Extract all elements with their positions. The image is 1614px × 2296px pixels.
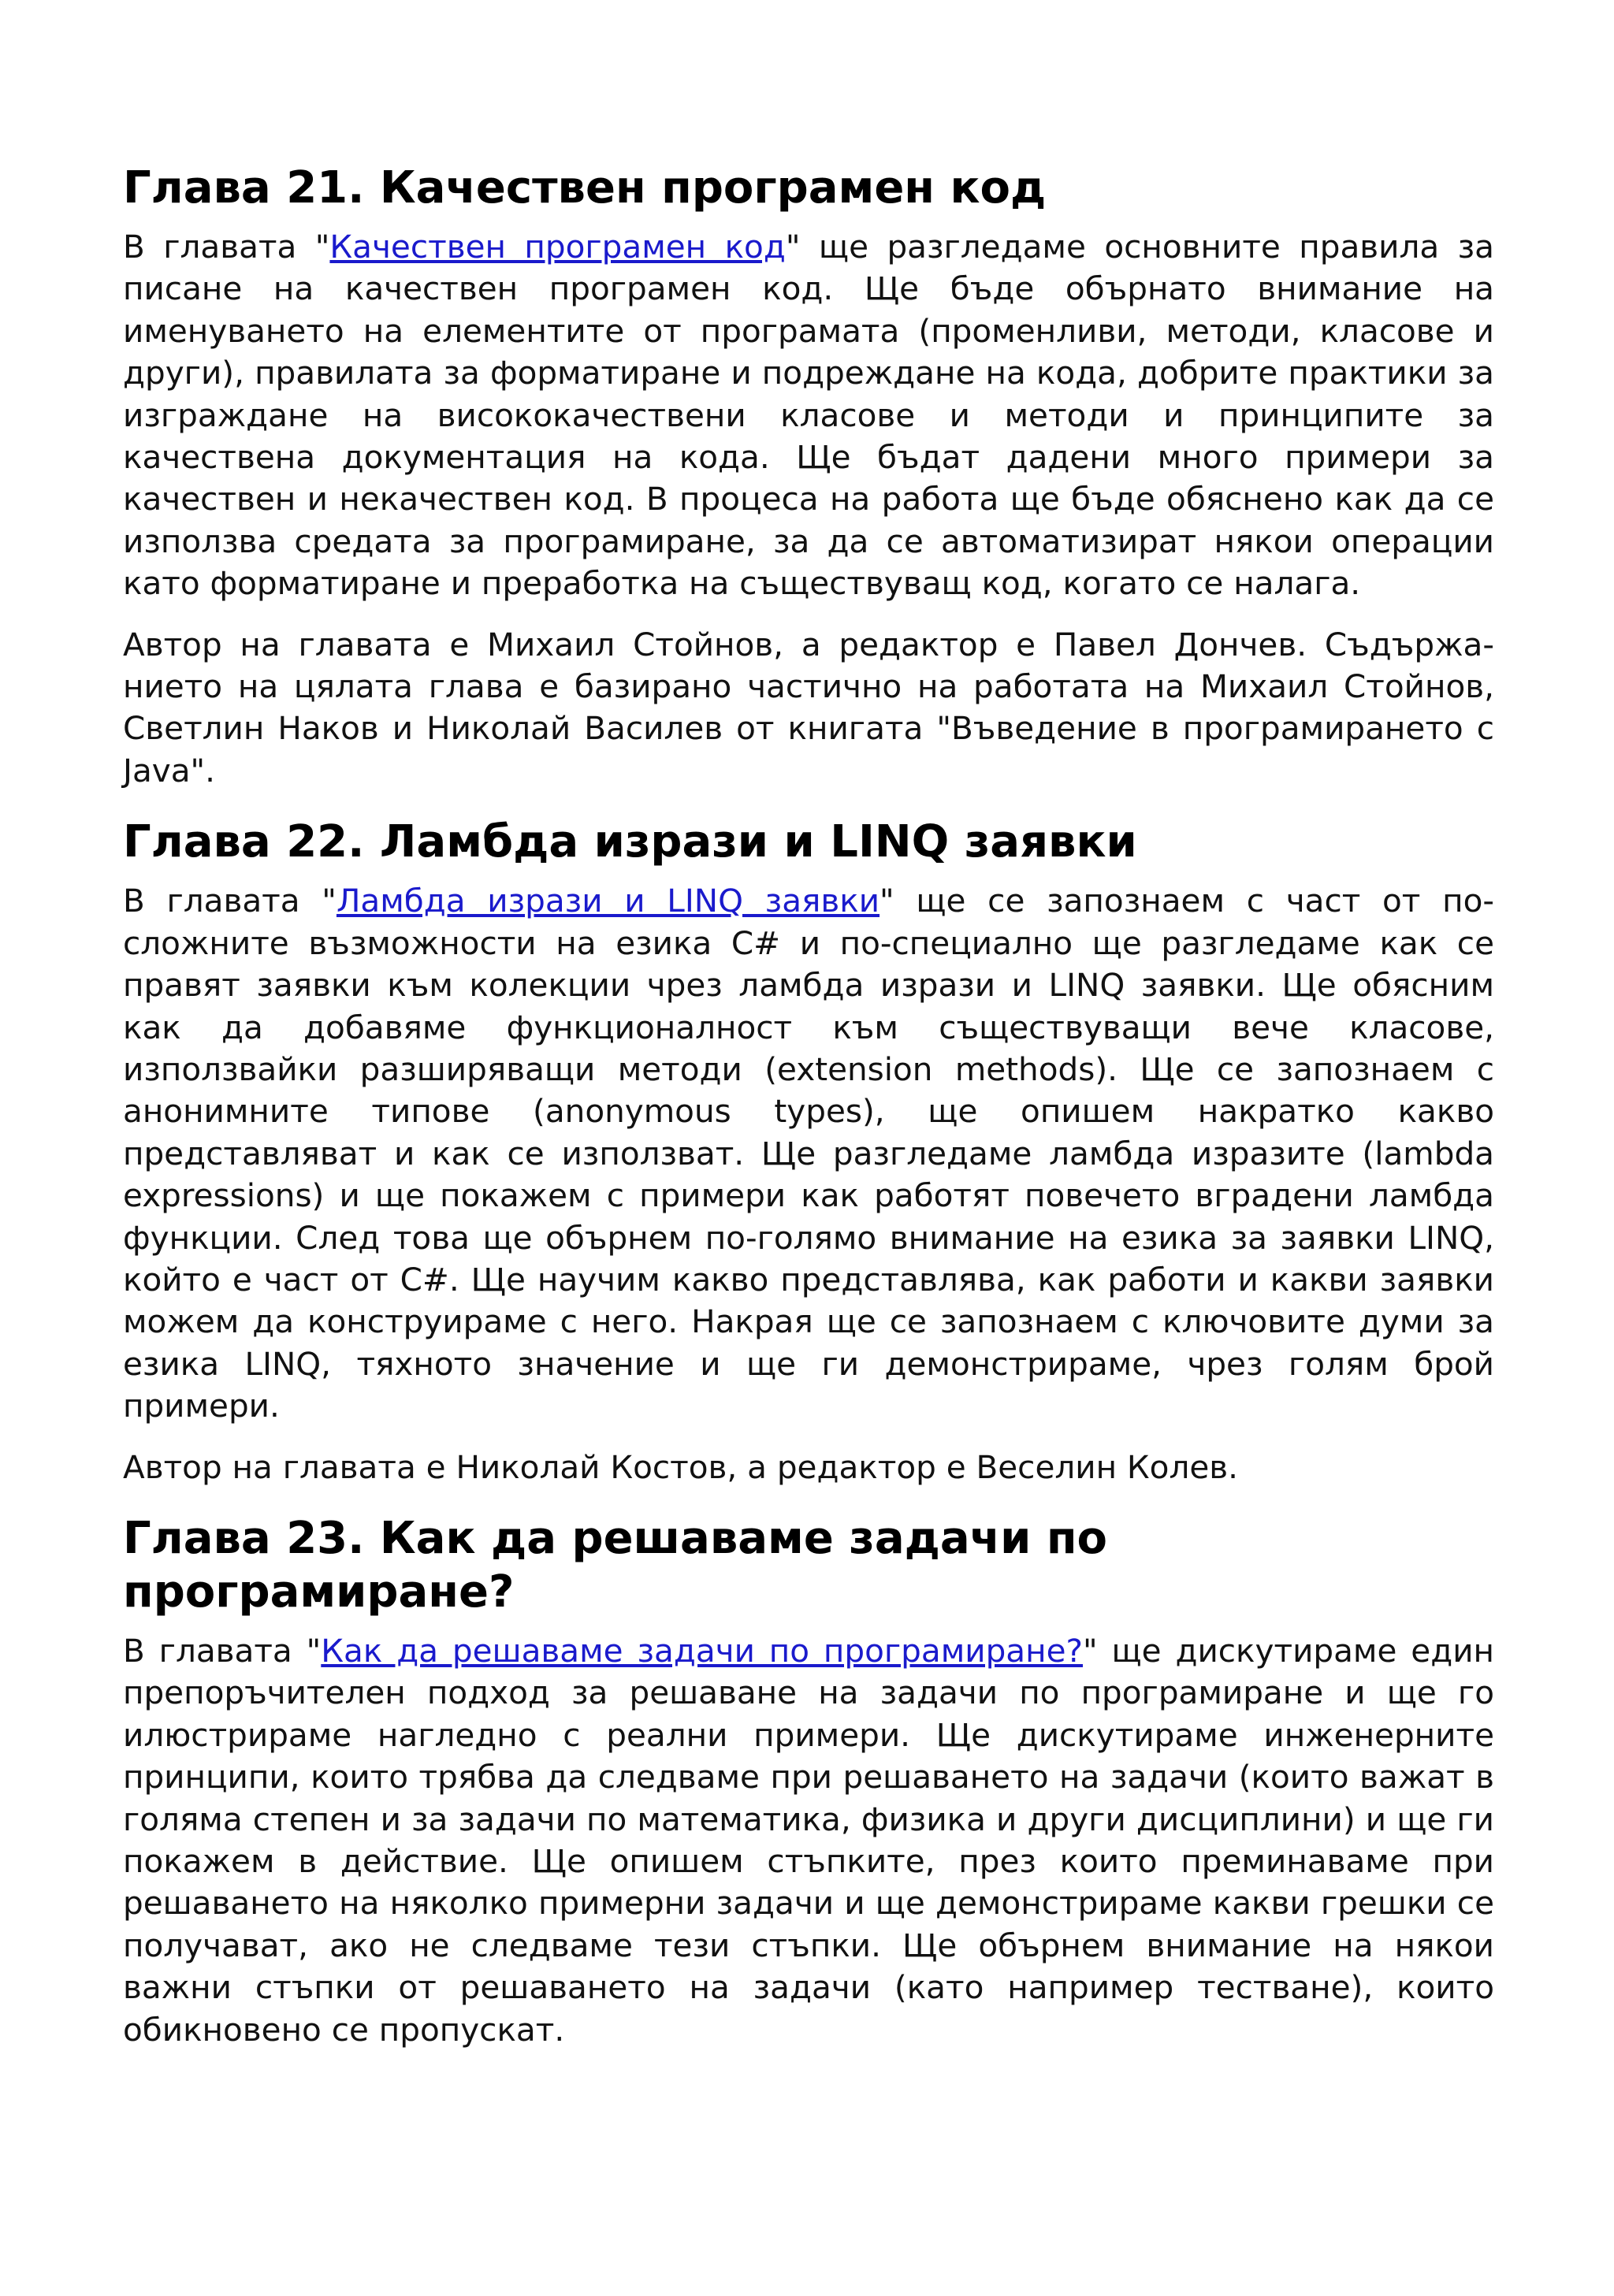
chapter-21-intro-prefix: В главата " [123, 228, 330, 266]
chapter-22-section [123, 815, 1494, 1488]
chapter-22-heading: Глава 22. Ламбда изрази и LINQ заявки [123, 816, 1137, 868]
chapter-21-link[interactable]: Качествен програмен код [329, 228, 786, 266]
document-page [123, 162, 1494, 2075]
chapter-22-summary [123, 880, 1494, 1427]
chapter-23-heading: Глава 23. Как да решаваме задачи по програмиране? [123, 1512, 1107, 1618]
chapter-23-intro-text: " ще дискутираме един препоръчителен подход за решаване на задачи по програмиране и ще го илюстрираме нагледно с реални примери. Ще дискутираме инженерните принципи, които трябва да следваме при решаването на задачи (които важат в голяма степен и за задачи по математика, физика и други дисциплини) и ще ги покажем в действие. Ще опишем стъпките, през които преминаваме при решаването на няколко примерни задачи и ще демонстрираме какви грешки се получават, ако не следваме тези стъпки. Ще обърнем внимание на някои важни стъпки от решаването на задачи (като например тестване), които обикновено се пропускат. [123, 1631, 1494, 2049]
chapter-23-section [123, 1512, 1494, 2051]
chapter-22-intro-prefix: В главата " [123, 882, 337, 920]
chapter-21-intro-text: " ще разгледаме основните правила за писане на качествен програмен код. Ще бъде обърнато внимание на именуването на елементите от програмата (променливи, методи, класове и други), правилата за форматиране и подреждане на кода, добрите практики за изграждане на висококачествени класове и методи и принципите за качествена документация на кода. Ще бъдат дадени много примери за качествен и некачествен код. В процеса на работа ще бъде обяснено как да се използва средата за програмиране, за да се автоматизират някои операции като форматиране и преработка на съществуващ код, когато се налага. [123, 228, 1494, 603]
chapter-22-author: Автор на главата е Николай Костов, а редактор е Веселин Колев. [123, 1447, 1239, 1486]
chapter-21-heading: Глава 21. Качествен програмен код [123, 162, 1047, 214]
chapter-23-summary [123, 1630, 1494, 2051]
chapter-22-link[interactable]: Ламбда изрази и LINQ заявки [336, 882, 880, 920]
chapter-22-intro-text: " ще се запознаем с част от по-сложните възможности на езика C# и по-специално ще разгледаме как се правят заявки към колекции чрез ламбда изрази и LINQ заявки. Ще обясним как да добавяме функционалност към съществуващи вече класове, използвайки разширяващи методи (extension methods). Ще се запознаем с анонимните типове (anonymous types), ще опишем накратко какво представляват и как се използват. Ще разгледаме ламбда изразите (lambda expressions) и ще покажем с примери как работят повечето вградени ламбда функции. След това ще обърнем по-голямо внимание на езика за заявки LINQ, който е част от C#. Ще научим какво представлява, как работи и какви заявки можем да конструираме с него. Накрая ще се запознаем с ключовите думи за езика LINQ, тяхното значение и ще ги демонстрираме, чрез голям брой примери. [123, 882, 1494, 1425]
chapter-21-section [123, 162, 1494, 792]
chapter-23-intro-prefix: В главата " [123, 1631, 322, 1670]
chapter-21-author: Автор на главата е Михаил Стойнов, а редактор е Павел Дончев. Съдържанието на цялата глава е базирано частично на работата на Михаил Стойнов, Светлин Наков и Николай Василев от книгата "Въведение в програмирането с Java". [123, 625, 1494, 789]
chapter-23-link[interactable]: Как да решаваме задачи по програмиране? [321, 1631, 1083, 1670]
chapter-21-summary [123, 226, 1494, 605]
